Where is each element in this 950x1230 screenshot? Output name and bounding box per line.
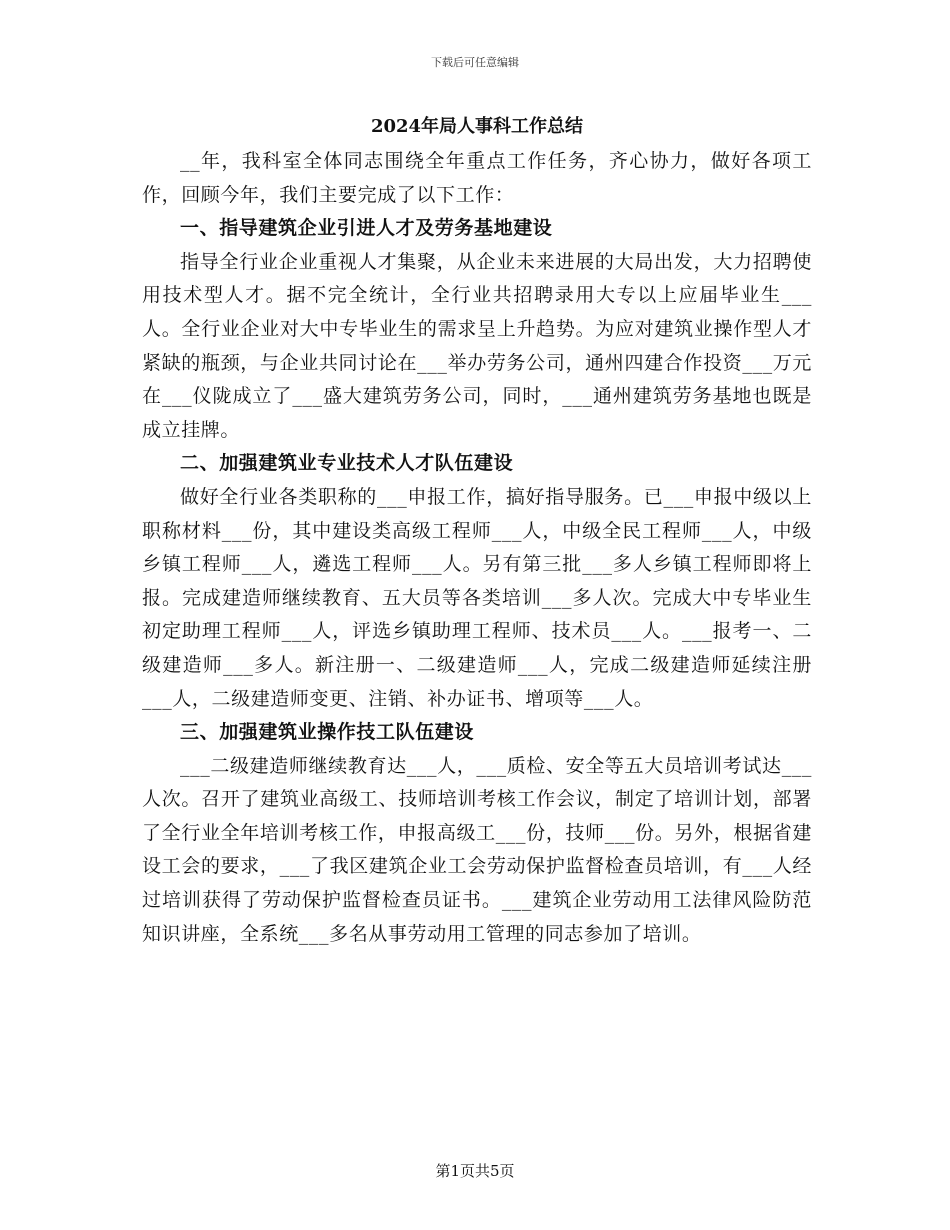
download-edit-note: 下载后可任意编辑	[431, 56, 519, 69]
page-number: 第1页共5页	[435, 1162, 515, 1180]
section-heading-3: 三、加强建筑业操作技工队伍建设	[180, 721, 475, 744]
document-body	[142, 113, 812, 951]
section-body-1: 指导全行业企业重视人才集聚，从企业未来进展的大局出发，大力招聘使用技术型人才。据不完全统计，全行业共招聘录用大专以上应届毕业生___人。全行业企业对大中专毕业生的需求呈上升趋势。为应对建筑业操作型人才紧缺的瓶颈，与企业共同讨论在___举办劳务公司，通州四建合作投资___万元在___仪陇成立了___盛大建筑劳务公司，同时，___通州建筑劳务基地也既是成立挂牌。	[142, 250, 812, 441]
section-heading-2: 二、加强建筑业专业技术人才队伍建设	[180, 452, 514, 475]
section-body-2: 做好全行业各类职称的___申报工作，搞好指导服务。已___申报中级以上职称材料___份，其中建设类高级工程师___人，中级全民工程师___人，中级乡镇工程师___人，遴选工程师___人。另有第三批___多人乡镇工程师即将上报。完成建造师继续教育、五大员等各类培训___多人次。完成大中专毕业生初定助理工程师___人，评选乡镇助理工程师、技术员___人。___报考一、二级建造师___多人。新注册一、二级建造师___人，完成二级建造师延续注册___人，二级建造师变更、注销、补办证书、增项等___人。	[142, 485, 812, 710]
section-heading-1: 一、指导建筑企业引进人才及劳务基地建设	[180, 217, 553, 240]
intro-paragraph: __年，我科室全体同志围绕全年重点工作任务，齐心协力，做好各项工作，回顾今年，我们主要完成了以下工作：	[142, 150, 812, 206]
section-body-3: ___二级建造师继续教育达___人，___质检、安全等五大员培训考试达___人次。召开了建筑业高级工、技师培训考核工作会议，制定了培训计划，部署了全行业全年培训考核工作，申报高级工___份，技师___份。另外，根据省建设工会的要求，___了我区建筑企业工会劳动保护监督检查员培训，有___人经过培训获得了劳动保护监督检查员证书。___建筑企业劳动用工法律风险防范知识讲座，全系统___多名从事劳动用工管理的同志参加了培训。	[142, 754, 812, 945]
document-title: 2024年局人事科工作总结	[370, 116, 584, 137]
